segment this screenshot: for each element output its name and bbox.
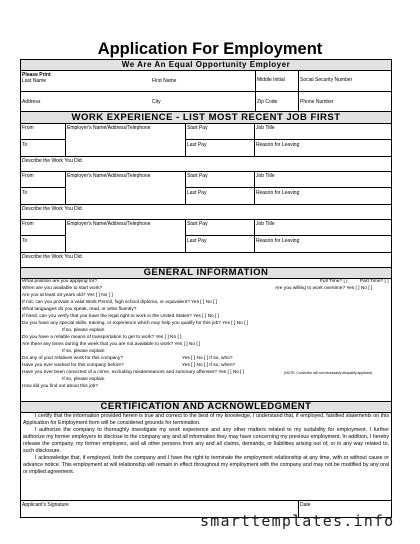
certification-paragraph-2: I authorize the company to thoroughly investigate my work experience and any other matters related to my suitability for employment. I further authorize my former employers to disclose to the company any and all information they may have concerning my previous employment. In addition, I hereby release the company, my former employers, and all other persons from any and all claims, demands, or liabilities arising out of, or in any way related to, such disclosure.	[23, 427, 389, 454]
job3-start-pay-field[interactable]: Start Pay	[187, 221, 208, 227]
work-permit-question[interactable]: If not, can you provide a valid Work Permit, high school diploma, or equivalent? Yes [ ] No [ ]	[22, 300, 218, 305]
name-row	[21, 71, 391, 92]
job1-from-field[interactable]: From	[22, 125, 34, 131]
job2-employer-label: Employer's Name/Address/Telephone	[67, 173, 151, 179]
job2-reason-field[interactable]: Reason for Leaving	[256, 190, 300, 196]
certification-body	[21, 413, 391, 501]
found-job-question[interactable]: How did you find out about this job?	[22, 384, 99, 389]
job1-describe-label: Describe the Work You Did	[22, 158, 82, 164]
transportation-question[interactable]: Do you have a reliable means of transportation to get to work? Yes [ ] No [ ]	[22, 335, 182, 340]
phone-field[interactable]	[298, 92, 391, 111]
certification-paragraph-1: I certify that the information provided herein is true and correct to the best of my knowledge, I understand that, if employed, falsified statements on this Application for Employment form will be considered grounds for termination.	[23, 413, 389, 426]
first-name-field[interactable]: First Name	[152, 78, 177, 84]
special-skills-question[interactable]: Do you have any special skills, training, or experience which may help you qualify for this job? Yes [ ] No [ ]	[22, 321, 249, 326]
city-field[interactable]: City	[152, 99, 161, 105]
address-field[interactable]: Address	[22, 99, 41, 105]
job3-title-reason	[254, 220, 391, 252]
middle-initial-label: Middle Initial	[257, 77, 285, 83]
availability-question[interactable]: Are there any times during the week that you are not available to work? Yes [ ] No [ ]	[22, 342, 201, 347]
job2-from-field[interactable]: From	[22, 173, 34, 179]
signature-label: Applicant's Signature	[22, 502, 69, 508]
phone-label: Phone Number	[300, 99, 334, 105]
job2-title-reason	[254, 172, 391, 204]
form-title: Application For Employment	[97, 40, 323, 58]
job-block-2	[21, 172, 391, 205]
relatives-question[interactable]: Do any of your relatives work for this company?	[22, 356, 124, 361]
ssn-field[interactable]	[298, 71, 391, 91]
job3-employer-field[interactable]	[65, 220, 185, 252]
job1-employer-field[interactable]	[65, 124, 185, 156]
general-information-band	[21, 268, 391, 279]
skills-explain-field[interactable]: If so, please explain	[62, 328, 105, 333]
please-print-label: Please Print	[22, 72, 51, 78]
zip-field[interactable]	[255, 92, 299, 111]
job1-start-pay-field[interactable]: Start Pay	[187, 125, 208, 131]
job2-describe-row[interactable]	[21, 205, 391, 220]
last-name-field[interactable]: Last Name	[22, 78, 47, 84]
work-experience-heading: WORK EXPERIENCE - LIST MOST RECENT JOB FIRST	[71, 112, 341, 123]
job3-title-field[interactable]: Job Title	[256, 221, 275, 227]
application-form	[20, 59, 392, 518]
job3-to-field[interactable]: To	[22, 238, 28, 244]
job1-reason-field[interactable]: Reason for Leaving	[256, 142, 300, 148]
job3-describe-row[interactable]	[21, 253, 391, 268]
job2-describe-label: Describe the Work You Did	[22, 206, 82, 212]
job1-to-field[interactable]: To	[22, 142, 28, 148]
work-experience-band	[21, 112, 391, 124]
job-block-3	[21, 220, 391, 253]
availability-explain-field[interactable]: If so, please explain	[62, 349, 105, 354]
date-label: Date	[300, 502, 311, 508]
job2-start-pay-field[interactable]: Start Pay	[187, 173, 208, 179]
job2-employer-field[interactable]	[65, 172, 185, 204]
job3-last-pay-field[interactable]: Last Pay	[187, 238, 207, 244]
relatives-answer[interactable]: Yes [ ] No [ ] If so, who?	[182, 356, 233, 361]
worked-before-question[interactable]: Have you ever worked for this company before?	[22, 363, 124, 368]
job3-from-field[interactable]: From	[22, 221, 34, 227]
zip-label: Zip Code	[257, 99, 278, 105]
conviction-note: (NOTE: Conviction will not necessarily disqualify applicant)	[284, 371, 373, 375]
age-question[interactable]: Are you at least 18 years old? Yes [ ] No [ ]	[22, 293, 113, 298]
part-time-checkbox[interactable]: Part Time? [ ]	[360, 279, 389, 284]
job3-from-to	[21, 220, 65, 252]
certification-heading: CERTIFICATION AND ACKNOWLEDGMENT	[100, 401, 312, 412]
middle-initial-field[interactable]	[255, 71, 299, 91]
certification-paragraph-3: I acknowledge that, if employed, both the company and I have the right to terminate the employment relationship at any time, with or without cause or advance notice. This employment at will relationship will remain in effect throughout my employment with the company and may not be modified by any oral or implied agreement.	[23, 455, 389, 475]
job2-from-to	[21, 172, 65, 204]
certification-band	[21, 402, 391, 413]
job2-pay	[185, 172, 254, 204]
overtime-question[interactable]: Are you willing to work overtime? Yes [ ] No [ ]	[275, 286, 373, 291]
start-work-question[interactable]: When are you available to start work?	[22, 286, 103, 291]
legal-right-question[interactable]: If hired, can you verify that you have the legal right to work in the United States? Yes [ ] No [ ]	[22, 314, 220, 319]
job1-last-pay-field[interactable]: Last Pay	[187, 142, 207, 148]
job1-title-reason	[254, 124, 391, 156]
job1-describe-row[interactable]	[21, 157, 391, 172]
conviction-question[interactable]: Have you ever been convicted of a crime, excluding misdemeanors and summary offenses? Yes [ ] No [ ]	[22, 370, 245, 375]
address-row	[21, 92, 391, 112]
full-time-checkbox[interactable]: Full Time? [ ]	[320, 279, 348, 284]
job3-describe-label: Describe the Work You Did	[22, 254, 82, 260]
job2-last-pay-field[interactable]: Last Pay	[187, 190, 207, 196]
job1-pay	[185, 124, 254, 156]
general-information-body	[21, 279, 391, 402]
job1-title-field[interactable]: Job Title	[256, 125, 275, 131]
job1-from-to	[21, 124, 65, 156]
worked-before-answer[interactable]: Yes [ ] No [ ] If so, when?	[182, 363, 236, 368]
job3-pay	[185, 220, 254, 252]
position-question[interactable]: What position are you applying for?	[22, 279, 98, 284]
subtitle: We Are An Equal Opportunity Employer	[121, 60, 291, 69]
languages-question[interactable]: What languages do you speak, read, or write fluently?	[22, 307, 137, 312]
ssn-label: Social Security Number	[300, 77, 353, 83]
job3-reason-field[interactable]: Reason for Leaving	[256, 238, 300, 244]
conviction-explain-field[interactable]: If so, please explain	[62, 377, 105, 382]
job1-employer-label: Employer's Name/Address/Telephone	[67, 125, 151, 131]
watermark: smarttemplates.info	[200, 512, 395, 530]
subtitle-band	[21, 60, 391, 71]
job2-to-field[interactable]: To	[22, 190, 28, 196]
general-information-heading: GENERAL INFORMATION	[143, 267, 269, 278]
job3-employer-label: Employer's Name/Address/Telephone	[67, 221, 151, 227]
job-block-1	[21, 124, 391, 157]
job2-title-field[interactable]: Job Title	[256, 173, 275, 179]
